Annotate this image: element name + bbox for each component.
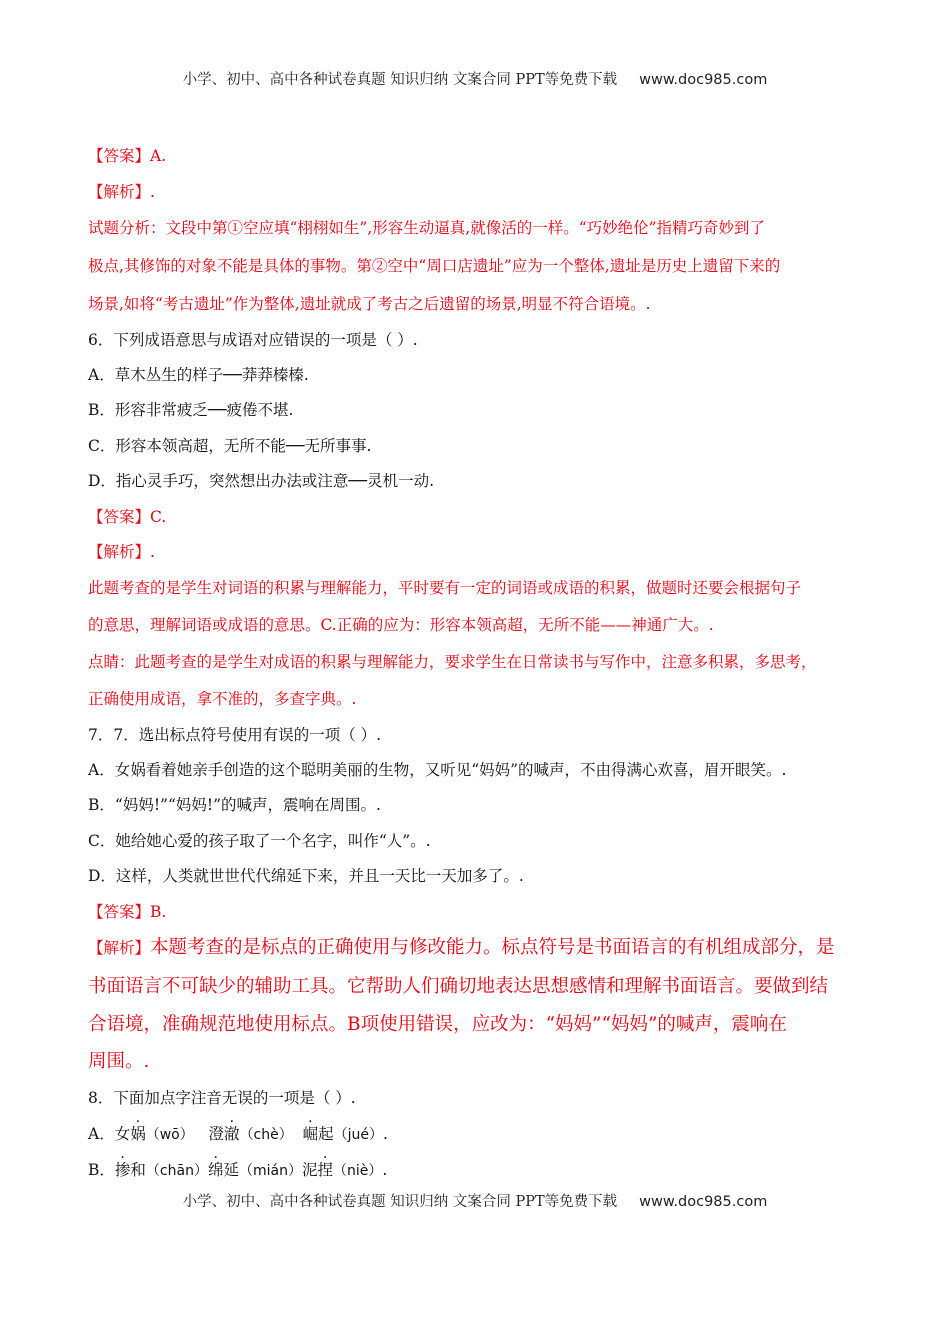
q5-analysis-line-2: 极点,其修饰的对象不能是具体的事物。第②空中“周口店遗址”应为一个整体,遗址是历史上遗留下来的	[88, 257, 781, 275]
q6-analysis-line-2: 的意思，理解词语或成语的意思。C.正确的应为：形容本领高超，无所不能——神通广大。.	[88, 616, 714, 634]
dotted-char: 绵	[207, 1161, 224, 1179]
q7-option-b: B．“妈妈!”“妈妈!”的喊声，震响在周围。.	[88, 796, 381, 814]
q6-stem: 6．下列成语意思与成语对应错误的一项是（ ）.	[88, 331, 418, 349]
q6-option-b: B．形容非常疲乏──疲倦不堪.	[88, 401, 294, 419]
q6-answer: 【答案】C.	[88, 508, 167, 526]
dotted-char: 捏	[317, 1161, 333, 1179]
q7-analysis-line-3: 合语境，准确规范地使用标点。B项使用错误，应改为：“妈妈”“妈妈”的喊声，震响在	[88, 1014, 787, 1035]
q7-option-a: A．女娲看着她亲手创造的这个聪明美丽的生物，又听见“妈妈”的喊声，不由得满心欢喜，眉开眼笑。.	[88, 761, 787, 779]
dotted-char: 掺	[114, 1161, 131, 1179]
q7-answer: 【答案】B.	[88, 903, 167, 921]
q6-analysis-line-4: 正确使用成语，拿不准的，多查字典。.	[88, 690, 357, 708]
q7-analysis-line-1: 【解析】本题考查的是标点的正确使用与修改能力。标点符号是书面语言的有机组成部分，是	[88, 937, 835, 958]
header-url[interactable]: www.doc985.com	[639, 72, 768, 88]
q8-option-b: B．掺和（chān）绵延（mián）泥捏（niè）.	[88, 1161, 388, 1179]
q7-analysis-label: 【解析】	[88, 939, 151, 957]
q5-analysis-label: 【解析】.	[88, 183, 155, 201]
q7-stem: 7．7．选出标点符号使用有误的一项（ ）.	[88, 726, 382, 744]
q7-option-c: C．她给她心爱的孩子取了一个名字，叫作“人”。.	[88, 832, 431, 850]
q7-analysis-line-2: 书面语言不可缺少的辅助工具。它帮助人们确切地表达思想感情和理解书面语言。要做到结	[88, 976, 829, 997]
q7-analysis-line-4: 周围。.	[88, 1051, 150, 1072]
dotted-char: 娲	[130, 1125, 146, 1143]
q5-answer: 【答案】A.	[88, 147, 167, 165]
q6-analysis-label: 【解析】.	[88, 543, 155, 561]
footer-text: 小学、初中、高中各种试卷真题 知识归纳 文案合同 PPT等免费下载	[182, 1194, 618, 1210]
q5-analysis-line-3: 场景,如将“考古遗址”作为整体,遗址就成了考古之后遗留的场景,明显不符合语境。.	[88, 295, 651, 313]
q8-option-a: A．女娲（wō） 澄澈（chè） 崛起（jué）.	[88, 1125, 388, 1143]
header-text: 小学、初中、高中各种试卷真题 知识归纳 文案合同 PPT等免费下载	[182, 72, 618, 88]
page-header	[0, 68, 950, 89]
q6-option-c: C．形容本领高超，无所不能──无所事事.	[88, 437, 372, 455]
dotted-char: 澈	[224, 1125, 240, 1143]
page-footer	[0, 1190, 950, 1211]
q6-option-d: D．指心灵手巧，突然想出办法或注意──灵机一动.	[88, 472, 435, 490]
q7-option-d: D．这样，人类就世世代代绵延下来，并且一天比一天加多了。.	[88, 867, 524, 885]
q6-analysis-line-3: 点睛：此题考查的是学生对成语的积累与理解能力，要求学生在日常读书与写作中，注意多积累，多思考，	[88, 653, 817, 671]
q5-analysis-line-1: 试题分析：文段中第①空应填“栩栩如生”,形容生动逼真,就像活的一样。“巧妙绝伦”指精巧奇妙到了	[88, 219, 766, 237]
q8-stem: 8．下面加点字注音无误的一项是（ ）.	[88, 1089, 356, 1107]
dotted-char: 崛	[302, 1125, 319, 1143]
footer-url[interactable]: www.doc985.com	[639, 1194, 768, 1210]
q6-analysis-line-1: 此题考查的是学生对词语的积累与理解能力，平时要有一定的词语或成语的积累，做题时还要会根据句子	[88, 579, 802, 597]
q6-option-a: A．草木丛生的样子──莽莽榛榛.	[88, 366, 309, 384]
